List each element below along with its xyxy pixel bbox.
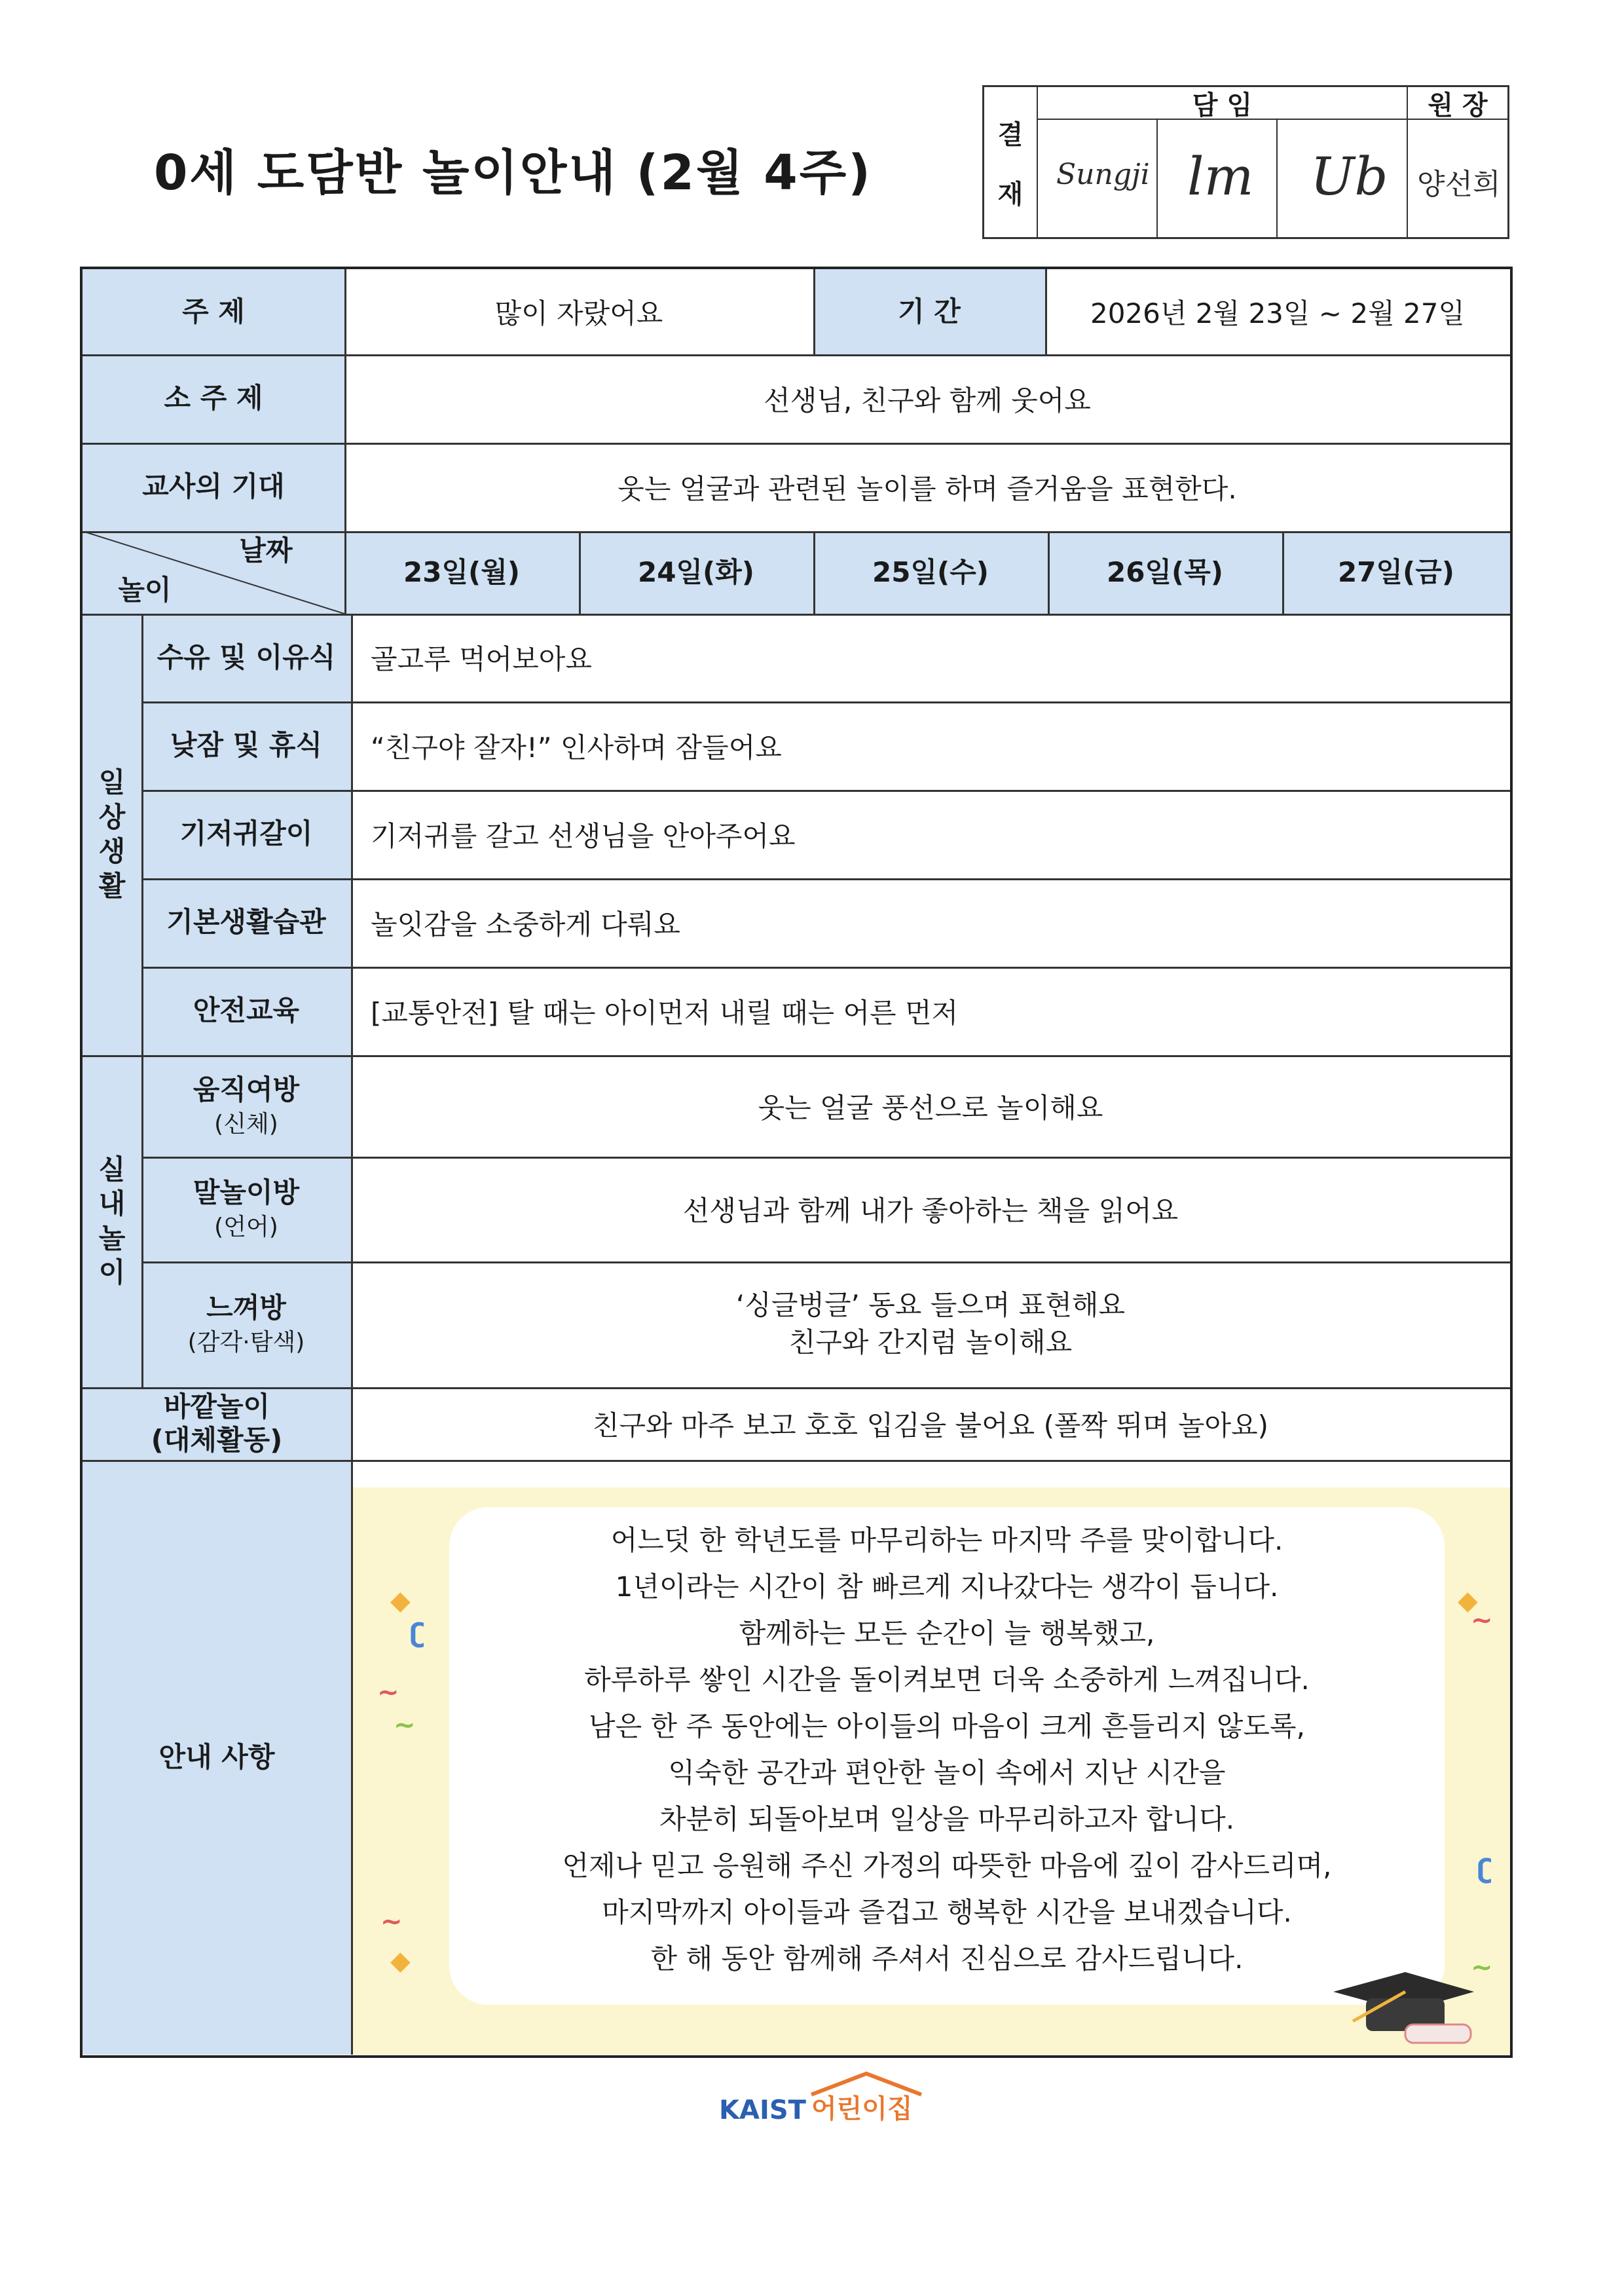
outdoor-label: 바깥놀이 (대체활동) [151,1390,283,1456]
notice-label: 안내 사항 [158,1740,275,1773]
notice-text: 어느덧 한 학년도를 마무리하는 마지막 주를 맞이합니다. 1년이라는 시간이 참 빠르게 지나갔다는 생각이 듭니다. 함께하는 모든 순간이 늘 행복했고, 하루하루 쌓인 시간을 돌이켜보면 더욱 소중하게 느껴집니다. 남은 한 주 동안에는 아이들의 마음이 크게 흔들리지 않도록, 익숙한 공간과 편안한 놀이 속에서 지난 시간을 차분히 되돌아보며 일상을 마무리하고자 합니다. 언제나 믿고 응원해 주신 가정의 따뜻한 마음에 깊이 감사드리며, 마지막까지 아이들과 즐겁고 행복한 시간을 보내겠습니다. 한 해 동안 함께해 주셔서 진심으로 감사드립니다. [562,1524,1332,1975]
house-roof-icon [807,2071,925,2097]
day-thu: 26일(목) [1107,555,1223,588]
teacher-signature-1: Sungji [1037,120,1156,237]
confetti-icon: ~ [377,1677,399,1707]
plan-table [80,267,1513,2058]
confetti-icon: ʗ [410,1618,425,1649]
period-value: 2026년 2월 23일 ~ 2월 27일 [1090,297,1466,329]
movement-room-label: 움직여방 (신체) [193,1073,300,1138]
daily-life-group-label: 일 상 생 활 [98,766,126,902]
corner-date-label: 날짜 [239,534,293,567]
habits-value: 놀잇감을 소중하게 다뤄요 [371,908,680,941]
day-wed: 25일(수) [872,555,989,588]
confetti-icon: ʗ [1477,1854,1492,1884]
feeding-value: 골고루 먹어보아요 [371,643,592,675]
period-label: 기 간 [898,295,961,327]
day-tue: 24일(화) [638,555,754,588]
corner-play-label: 놀이 [118,573,172,606]
subtopic-label: 소 주 제 [164,382,263,415]
topic-value: 많이 자랐어요 [494,297,663,329]
teacher-signature-3: Ub [1276,120,1407,237]
confetti-icon: ◆ [1458,1586,1478,1616]
day-fri: 27일(금) [1338,555,1454,588]
director-header: 원 장 [1407,87,1507,120]
teacher-signature-2: lm [1156,120,1276,237]
kaist-logo: KAIST 어린이집 [719,2088,913,2125]
diaper-value: 기저귀를 갈고 선생님을 안아주어요 [371,819,796,852]
confetti-icon: ~ [1471,1952,1493,1983]
teacher-header: 담 임 [1037,87,1407,120]
language-room-value: 선생님과 함께 내가 좋아하는 책을 읽어요 [682,1195,1179,1227]
approval-side-label: 결 재 [997,119,1024,210]
topic-label: 주 제 [182,295,245,327]
safety-value: [교통안전] 탈 때는 아이먼저 내릴 때는 어른 먼저 [371,996,959,1029]
confetti-icon: ~ [394,1710,416,1740]
subtopic-value: 선생님, 친구와 함께 웃어요 [764,384,1091,417]
indoor-play-group-label: 실 내 놀 이 [98,1153,126,1288]
expectation-value: 웃는 얼굴과 관련된 놀이를 하며 즐거움을 표현한다. [618,472,1237,505]
sensory-room-label: 느껴방 (감각·탐색) [187,1292,305,1356]
confetti-icon: ~ [380,1907,403,1937]
outdoor-value: 친구와 마주 보고 호호 입김을 불어요 (폴짝 뛰며 놀아요) [592,1409,1269,1442]
confetti-icon: ~ [1471,1605,1493,1635]
graduation-cap-icon [1327,1972,1477,2051]
confetti-icon: ◆ [390,1946,411,1976]
safety-label: 안전교육 [193,994,300,1027]
feeding-label: 수유 및 이유식 [157,641,336,673]
language-room-label: 말놀이방 (언어) [193,1176,300,1241]
day-mon: 23일(월) [403,555,520,588]
director-signature: 양선희 [1407,120,1507,237]
sensory-room-value: ‘싱글벙글’ 동요 들으며 표현해요 친구와 간지럼 놀이해요 [735,1289,1126,1358]
approval-box [982,85,1509,239]
habits-label: 기본생활습관 [166,906,326,939]
nap-label: 낮잠 및 휴식 [170,729,323,762]
expectation-label: 교사의 기대 [142,470,285,503]
movement-room-value: 웃는 얼굴 풍선으로 놀이해요 [758,1091,1103,1124]
page-title: 0세 도담반 놀이안내 (2월 4주) [154,145,872,201]
confetti-icon: ◆ [390,1586,411,1616]
diaper-label: 기저귀갈이 [179,817,313,850]
nap-value: “친구야 잘자!” 인사하며 잠들어요 [371,731,782,764]
